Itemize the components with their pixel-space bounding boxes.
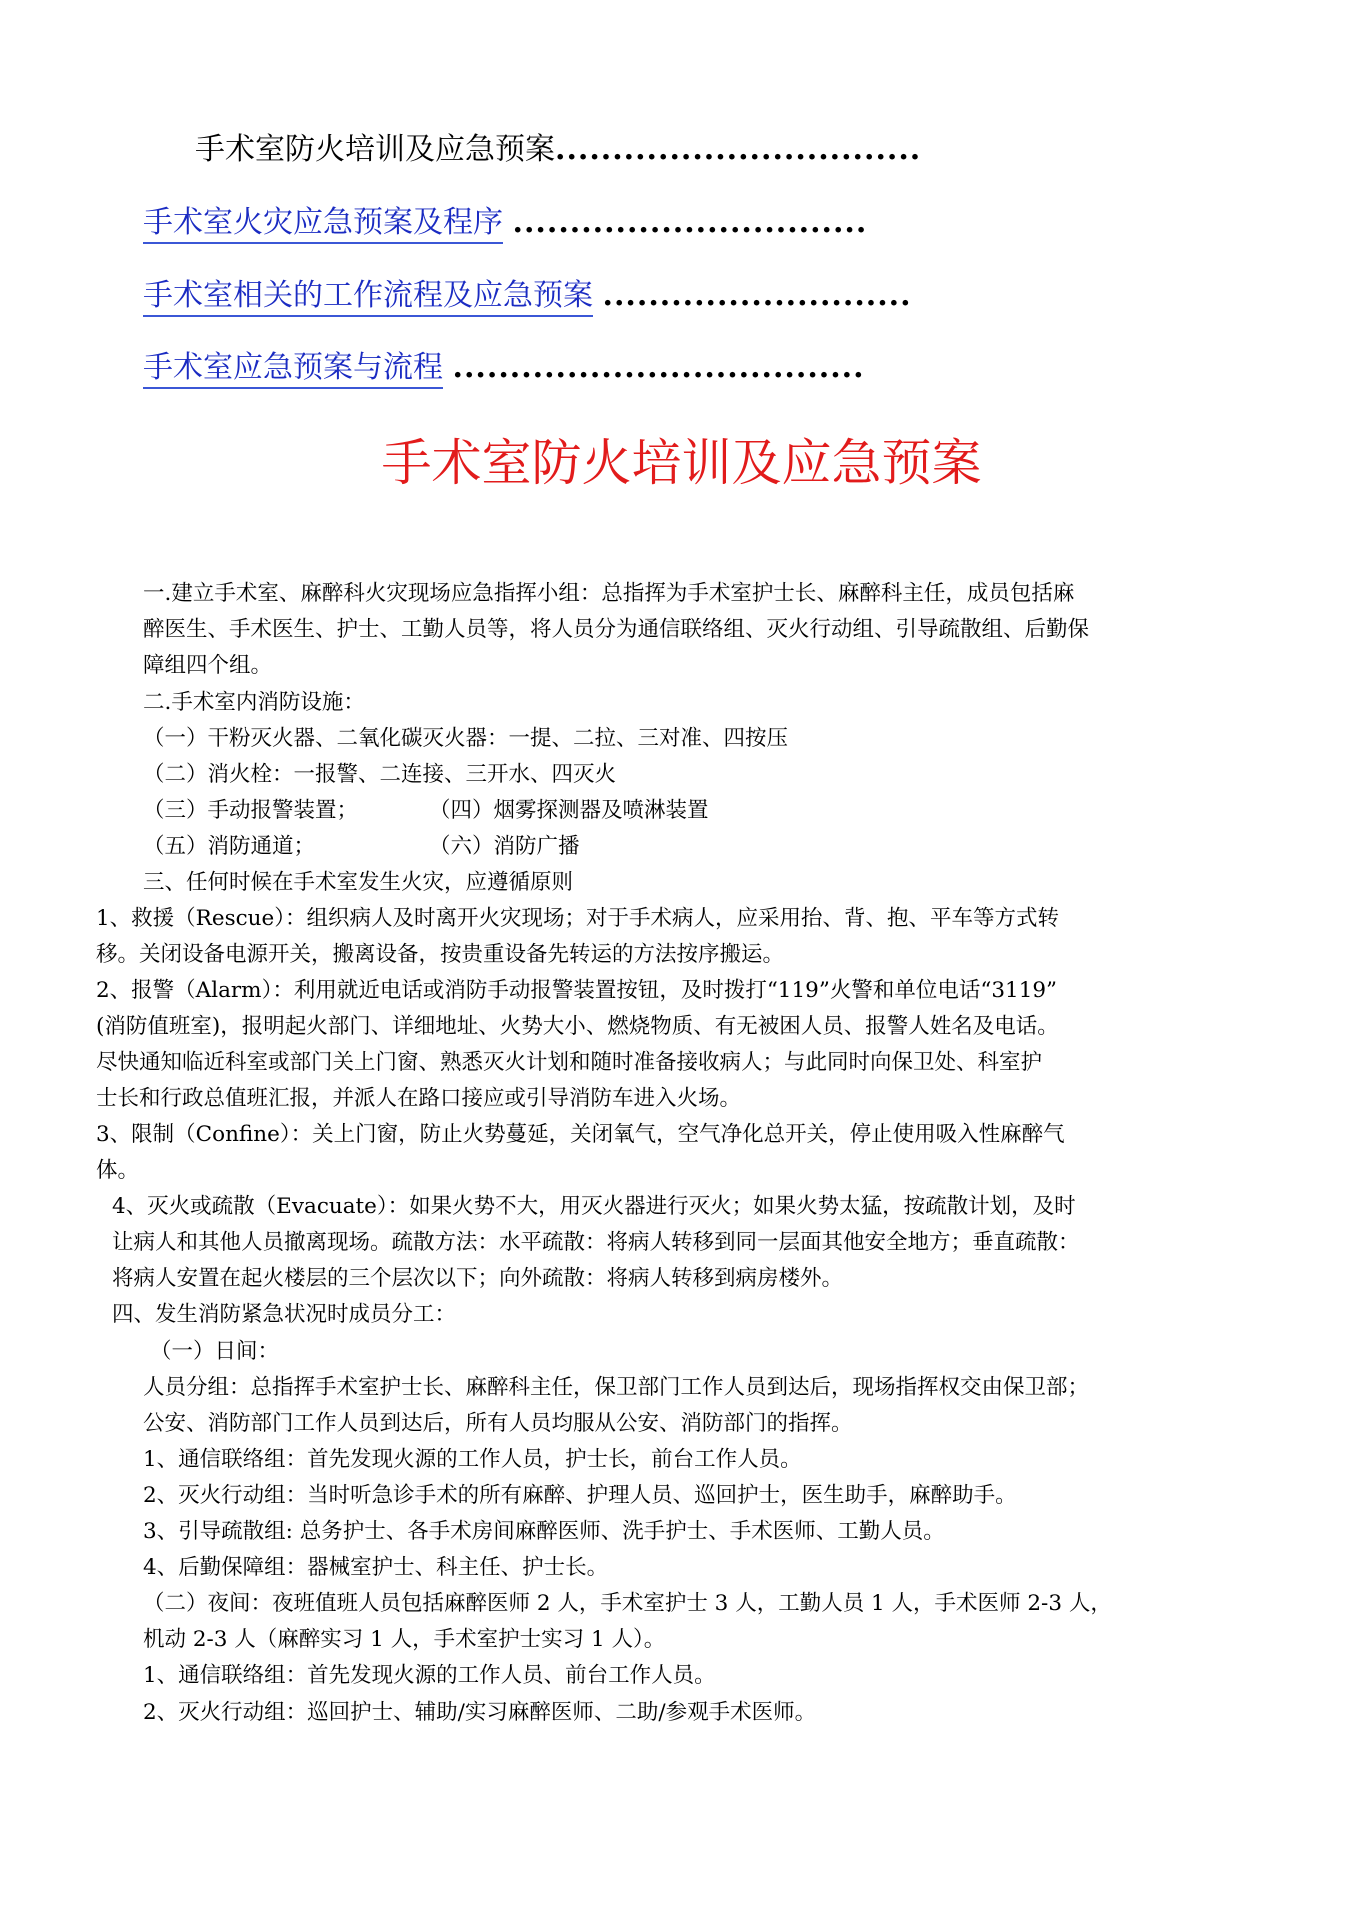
- list-item: 2、灭火行动组：巡回护士、辅助/实习麻醉医师、二助/参观手术医师。: [143, 1700, 817, 1725]
- toc-leader-dots: ....................................: [452, 350, 865, 385]
- paragraph-line: 将病人安置在起火楼层的三个层次以下；向外疏散：将病人转移到病房楼外。: [112, 1266, 844, 1291]
- paragraph-line: 公安、消防部门工作人员到达后，所有人员均服从公安、消防部门的指挥。: [143, 1411, 853, 1436]
- toc-leader-dots: ...........................: [602, 278, 912, 313]
- paragraph-line: 让病人和其他人员撤离现场。疏散方法：水平疏散：将病人转移到同一层面其他安全地方；垂直疏散：: [112, 1230, 1080, 1255]
- toc-leader-dots: ...............................: [512, 205, 868, 240]
- list-item: 1、通信联络组：首先发现火源的工作人员，护士长，前台工作人员。: [143, 1447, 802, 1472]
- paragraph-line: 尽快通知临近科室或部门关上门窗、熟悉灭火计划和随时准备接收病人；与此同时向保卫处、科室护: [96, 1050, 1043, 1075]
- list-item: 1、通信联络组：首先发现火源的工作人员、前台工作人员。: [143, 1663, 716, 1688]
- section-heading: 四、发生消防紧急状况时成员分工：: [112, 1302, 457, 1327]
- paragraph-line: 移。关闭设备电源开关，搬离设备，按贵重设备先转运的方法按序搬运。: [96, 942, 785, 967]
- list-item: （三）手动报警装置；: [143, 798, 359, 823]
- paragraph-line: 醉医生、手术医生、护士、工勤人员等，将人员分为通信联络组、灭火行动组、引导疏散组、后勤保: [143, 617, 1090, 642]
- paragraph-line: 体。: [96, 1158, 140, 1183]
- toc-item[interactable]: [143, 203, 867, 243]
- paragraph-line: 1、救援（Rescue）：组织病人及时离开火灾现场；对于手术病人，应采用抬、背、抱、平车等方式转: [96, 906, 1059, 931]
- paragraph-line: (消防值班室)，报明起火部门、详细地址、火势大小、燃烧物质、有无被困人员、报警人姓名及电话。: [96, 1014, 1059, 1039]
- list-item: （四）烟雾探测器及喷淋装置: [429, 798, 709, 823]
- document-title: 手术室防火培训及应急预案: [381, 434, 982, 492]
- toc-link[interactable]: 手术室应急预案与流程: [143, 350, 443, 389]
- list-item: 2、灭火行动组：当时听急诊手术的所有麻醉、护理人员、巡回护士，医生助手，麻醉助手。: [143, 1483, 1017, 1508]
- paragraph-line: （二）夜间：夜班值班人员包括麻醉医师 2 人，手术室护士 3 人，工勤人员 1 人，手术医师 2-3 人，: [143, 1591, 1112, 1616]
- section-heading: 二.手术室内消防设施：: [143, 690, 365, 715]
- paragraph-line: 士长和行政总值班汇报，并派人在路口接应或引导消防车进入火场。: [96, 1086, 742, 1111]
- paragraph-line: 障组四个组。: [143, 653, 273, 678]
- toc-item: [195, 130, 921, 170]
- paragraph-line: 4、灭火或疏散（Evacuate）：如果火势不大，用灭火器进行灭火；如果火势太猛，按疏散计划，及时: [112, 1194, 1076, 1219]
- list-item: （五）消防通道；: [143, 834, 316, 859]
- toc-item-label: 手术室防火培训及应急预案: [195, 132, 555, 167]
- paragraph-line: 一.建立手术室、麻醉科火灾现场应急指挥小组：总指挥为手术室护士长、麻醉科主任，成员包括麻: [143, 581, 1075, 606]
- paragraph-line: 机动 2-3 人（麻醉实习 1 人，手术室护士实习 1 人）。: [143, 1627, 666, 1652]
- toc-item[interactable]: [143, 348, 865, 388]
- toc-link[interactable]: 手术室相关的工作流程及应急预案: [143, 278, 593, 317]
- list-item: （六）消防广播: [429, 834, 580, 859]
- paragraph-line: 3、限制（Confine）：关上门窗，防止火势蔓延，关闭氧气，空气净化总开关，停止使用吸入性麻醉气: [96, 1122, 1065, 1147]
- section-heading: 三、任何时候在手术室发生火灾，应遵循原则: [143, 870, 574, 895]
- list-item: 4、后勤保障组：器械室护士、科主任、护士长。: [143, 1555, 609, 1580]
- toc-leader-dots: ................................: [555, 132, 922, 167]
- subsection-heading: （一）日间：: [150, 1339, 280, 1364]
- list-item: 3、引导疏散组: 总务护士、各手术房间麻醉医师、洗手护士、手术医师、工勤人员。: [143, 1519, 945, 1544]
- list-item: （一）干粉灭火器、二氧化碳灭火器：一提、二拉、三对准、四按压: [143, 726, 789, 751]
- paragraph-line: 2、报警（Alarm）：利用就近电话或消防手动报警装置按钮，及时拨打“119”火警和单位电话“3119”: [96, 978, 1058, 1003]
- list-item: （二）消火栓：一报警、二连接、三开水、四灭火: [143, 762, 617, 787]
- paragraph-line: 人员分组：总指挥手术室护士长、麻醉科主任，保卫部门工作人员到达后，现场指挥权交由保卫部；: [143, 1375, 1090, 1400]
- toc-item[interactable]: [143, 276, 912, 316]
- toc-link[interactable]: 手术室火灾应急预案及程序: [143, 205, 503, 244]
